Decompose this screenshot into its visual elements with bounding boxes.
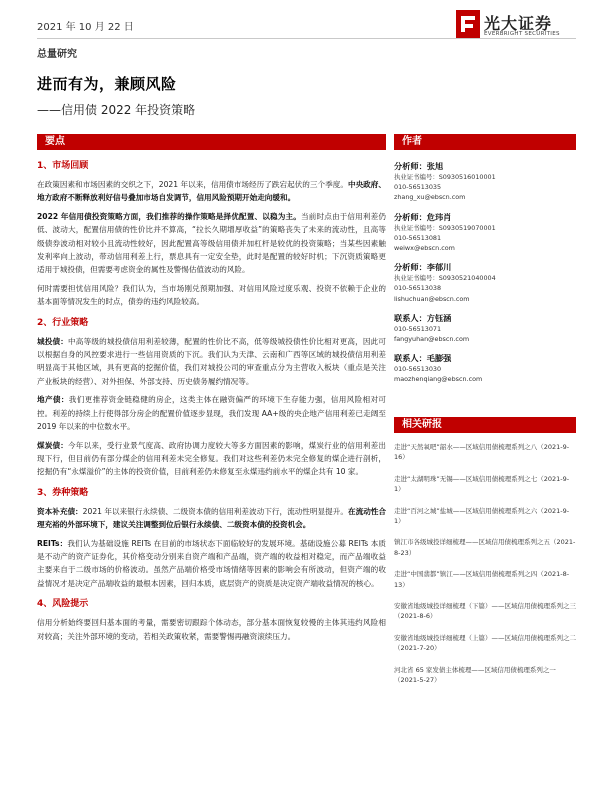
author-phone: 010-56513081 xyxy=(394,233,442,242)
related-report-link[interactable]: 河北省 65 家发债主体梳理——区域信用债梳理系列之一（2021-5-27） xyxy=(394,665,556,685)
report-title: 进而有为，兼顾风险 xyxy=(37,75,177,93)
header-divider xyxy=(37,38,576,39)
author-phone: 010-56513038 xyxy=(394,284,442,293)
author-block xyxy=(394,160,576,203)
related-report-link[interactable]: 安徽省地级城投详细梳理（下篇）——区域信用债梳理系列之三（2021-8-6） xyxy=(394,602,576,621)
contact-phone: 010-56513071 xyxy=(394,324,442,333)
report-subtitle: ——信用债 2022 年投资策略 xyxy=(37,103,196,117)
author-block xyxy=(394,261,576,304)
author-email[interactable]: zhang_xu@ebscn.com xyxy=(394,193,466,202)
logo-mark-icon xyxy=(456,10,480,38)
related-research-bar: 相关研报 xyxy=(394,417,576,433)
related-report-link[interactable]: 走进“中国翡都”镇江——区域信用债梳理系列之四（2021-8-13） xyxy=(394,570,570,589)
logo-text-cn: 光大证券 xyxy=(484,14,553,33)
related-report-link[interactable]: 走进“太湖明珠”无锡——区域信用债梳理系列之七（2021-9-1） xyxy=(394,474,570,494)
author-name: 分析师：张旭 xyxy=(394,161,444,171)
report-date: 2021 年 10 月 22 日 xyxy=(37,22,134,33)
logo-text-en: EVERBRIGHT SECURITIES xyxy=(484,31,560,37)
paragraph: 煤炭债：今年以来，受行业景气度高、政府协调力度较大等多方面因素的影响，煤炭行业的信用利差出现下行，但目前仍有部分煤企的信用利差未完全修复。我们对这些利差仍未完全修复的煤企进行剖析，挖掘仍有“永煤溢价”的主体的投资价值，目前利差仍未修复至永煤违约前水平的煤企共有 10 家。 xyxy=(37,440,387,477)
author-name: 分析师：李郁川 xyxy=(394,262,452,273)
paragraph: 资本补充债：2021 年以来银行永续债、二级资本债的信用利差波动下行，流动性明显提升。在流动性合理充裕的外部环境下，建议关注调整到位后银行永续债、二级资本债的投资机会。 xyxy=(37,506,387,530)
contact-email[interactable]: maozhenqiang@ebscn.com xyxy=(394,375,483,384)
paragraph: 何时需要担忧信用风险？我们认为，当市场刚兑预期加强、对信用风险过度乐观、投资不依赖于企业的基本面等情况发生的时点，债券的违约风险较高。 xyxy=(37,283,386,307)
author-cert: 执业证书编号：S0930519070001 xyxy=(394,223,496,232)
contact-block xyxy=(394,352,576,384)
summary-bar: 要点 xyxy=(37,134,386,150)
section-heading-market-review: 1、市场回顾 xyxy=(37,161,89,171)
paragraph: 2022 年信用债投资策略方面，我们推荐的操作策略是择优配置、以稳为主。当前时点由于信用利差仍低、波动大，配置信用债的性价比并不算高，“拉长久期增厚收益”的策略丧失了未来的流动性，且高等级债券波动相对较小且流动性较好，因此配置高等级信用债并加杠杆是较优的投资策略；当某些因素触发利率向上波动，带动信用利差上行，票息具有一定安全垫，此时是配置的较好时机；下沉资质策略更适用于城投债，但需要考虑资金的属性及警惕估值波动的风险。 xyxy=(37,211,386,275)
authors-panel xyxy=(394,160,576,393)
authors-bar: 作者 xyxy=(394,134,576,150)
author-phone: 010-56513035 xyxy=(394,183,442,192)
paragraph: 信用分析始终要回归基本面的考量，需要密切跟踪个体动态，部分基本面恢复较慢的主体其违约风险相对较高；关注外部环境的变动，若相关政策收紧，需要警惕再融资滚续压力。 xyxy=(37,618,386,641)
author-email[interactable]: lishuchuan@ebscn.com xyxy=(394,294,470,303)
paragraph: REITs：我们认为基础设施 REITs 在目前的市场状态下面临较好的发展环境。基础设施公募 REITs 本质是不动产的资产证券化，其价格变动分别来自资产端和产品端，资产端的收益相对稳定，而产品端收益主要来自于二级市场的价格波动。虽然产品端价格受市场情绪等因素的影响会有所波动，但资产端的收益情况才是决定产品端收益的最根本因素，回归本质，底层资产的资质是决定资产端收益情况的核心。 xyxy=(37,538,386,588)
author-name: 分析师：危玮肖 xyxy=(394,211,452,222)
report-category: 总量研究 xyxy=(37,49,77,60)
contact-email[interactable]: fangyuhan@ebscn.com xyxy=(394,335,470,344)
brand-logo xyxy=(456,10,576,40)
contact-name: 联系人：方钰涵 xyxy=(394,312,452,323)
related-report-link[interactable]: 走进“天然氧吧”韶水——区域信用债梳理系列之八（2021-9-16） xyxy=(394,443,570,462)
section-heading-bond-type-strategy: 3、券种策略 xyxy=(37,487,89,498)
paragraph: 城投债：中高等级的城投债信用利差较薄，配置的性价比不高，低等级城投债性价比相对更高，因此可以根据自身的风控要求进行一些信用资质的下沉。我们认为天津、云南和广西等区域的城投债信用利差明显高于其他区域，具有更高的挖掘价值，我们对城投公司的审查重点分为主营收入板块（重点是关注产业板块的经营）、对外担保、外部支持、历史债务履约情况等。 xyxy=(37,336,387,386)
related-report-link[interactable]: 镇江市各级城投详细梳理——区域信用债梳理系列之五（2021-8-23） xyxy=(394,538,576,557)
section-heading-risk-warning: 4、风险提示 xyxy=(37,599,89,610)
contact-name: 联系人：毛膨强 xyxy=(394,353,452,364)
contact-phone: 010-56513030 xyxy=(394,365,442,374)
paragraph: 在政策因素和市场因素的交织之下，2021 年以来，信用债市场经历了跌宕起伏的三个季度。中央政府、地方政府不断释放利好信号叠加市场自发调节，信用风险预期开始走向缓和。 xyxy=(37,180,386,203)
author-email[interactable]: weiwx@ebscn.com xyxy=(394,244,455,253)
section-heading-industry-strategy: 2、行业策略 xyxy=(37,317,89,328)
contact-block xyxy=(394,312,576,344)
author-block xyxy=(394,211,576,254)
main-content xyxy=(37,160,386,648)
related-report-link[interactable]: 安徽省地级城投详细梳理（上篇）——区域信用债梳理系列之二（2021-7-20） xyxy=(394,633,576,653)
author-cert: 执业证书编号：S0930521040004 xyxy=(394,274,496,283)
related-research-list xyxy=(394,442,576,697)
related-report-link[interactable]: 走进“百河之城”盐城——区域信用债梳理系列之六（2021-9-1） xyxy=(394,506,570,526)
author-cert: 执业证书编号：S0930516010001 xyxy=(394,173,496,181)
paragraph: 地产债：我们更推荐资金链稳健的房企，这类主体在融资偏严的环境下生存能力强，信用风险相对可控。利差的持续上行使得部分房企的配置价值逐步显现，我们发现 AA+级的央企地产信用利差已走阔至 2019 年以来的中位数水平。 xyxy=(37,395,387,432)
